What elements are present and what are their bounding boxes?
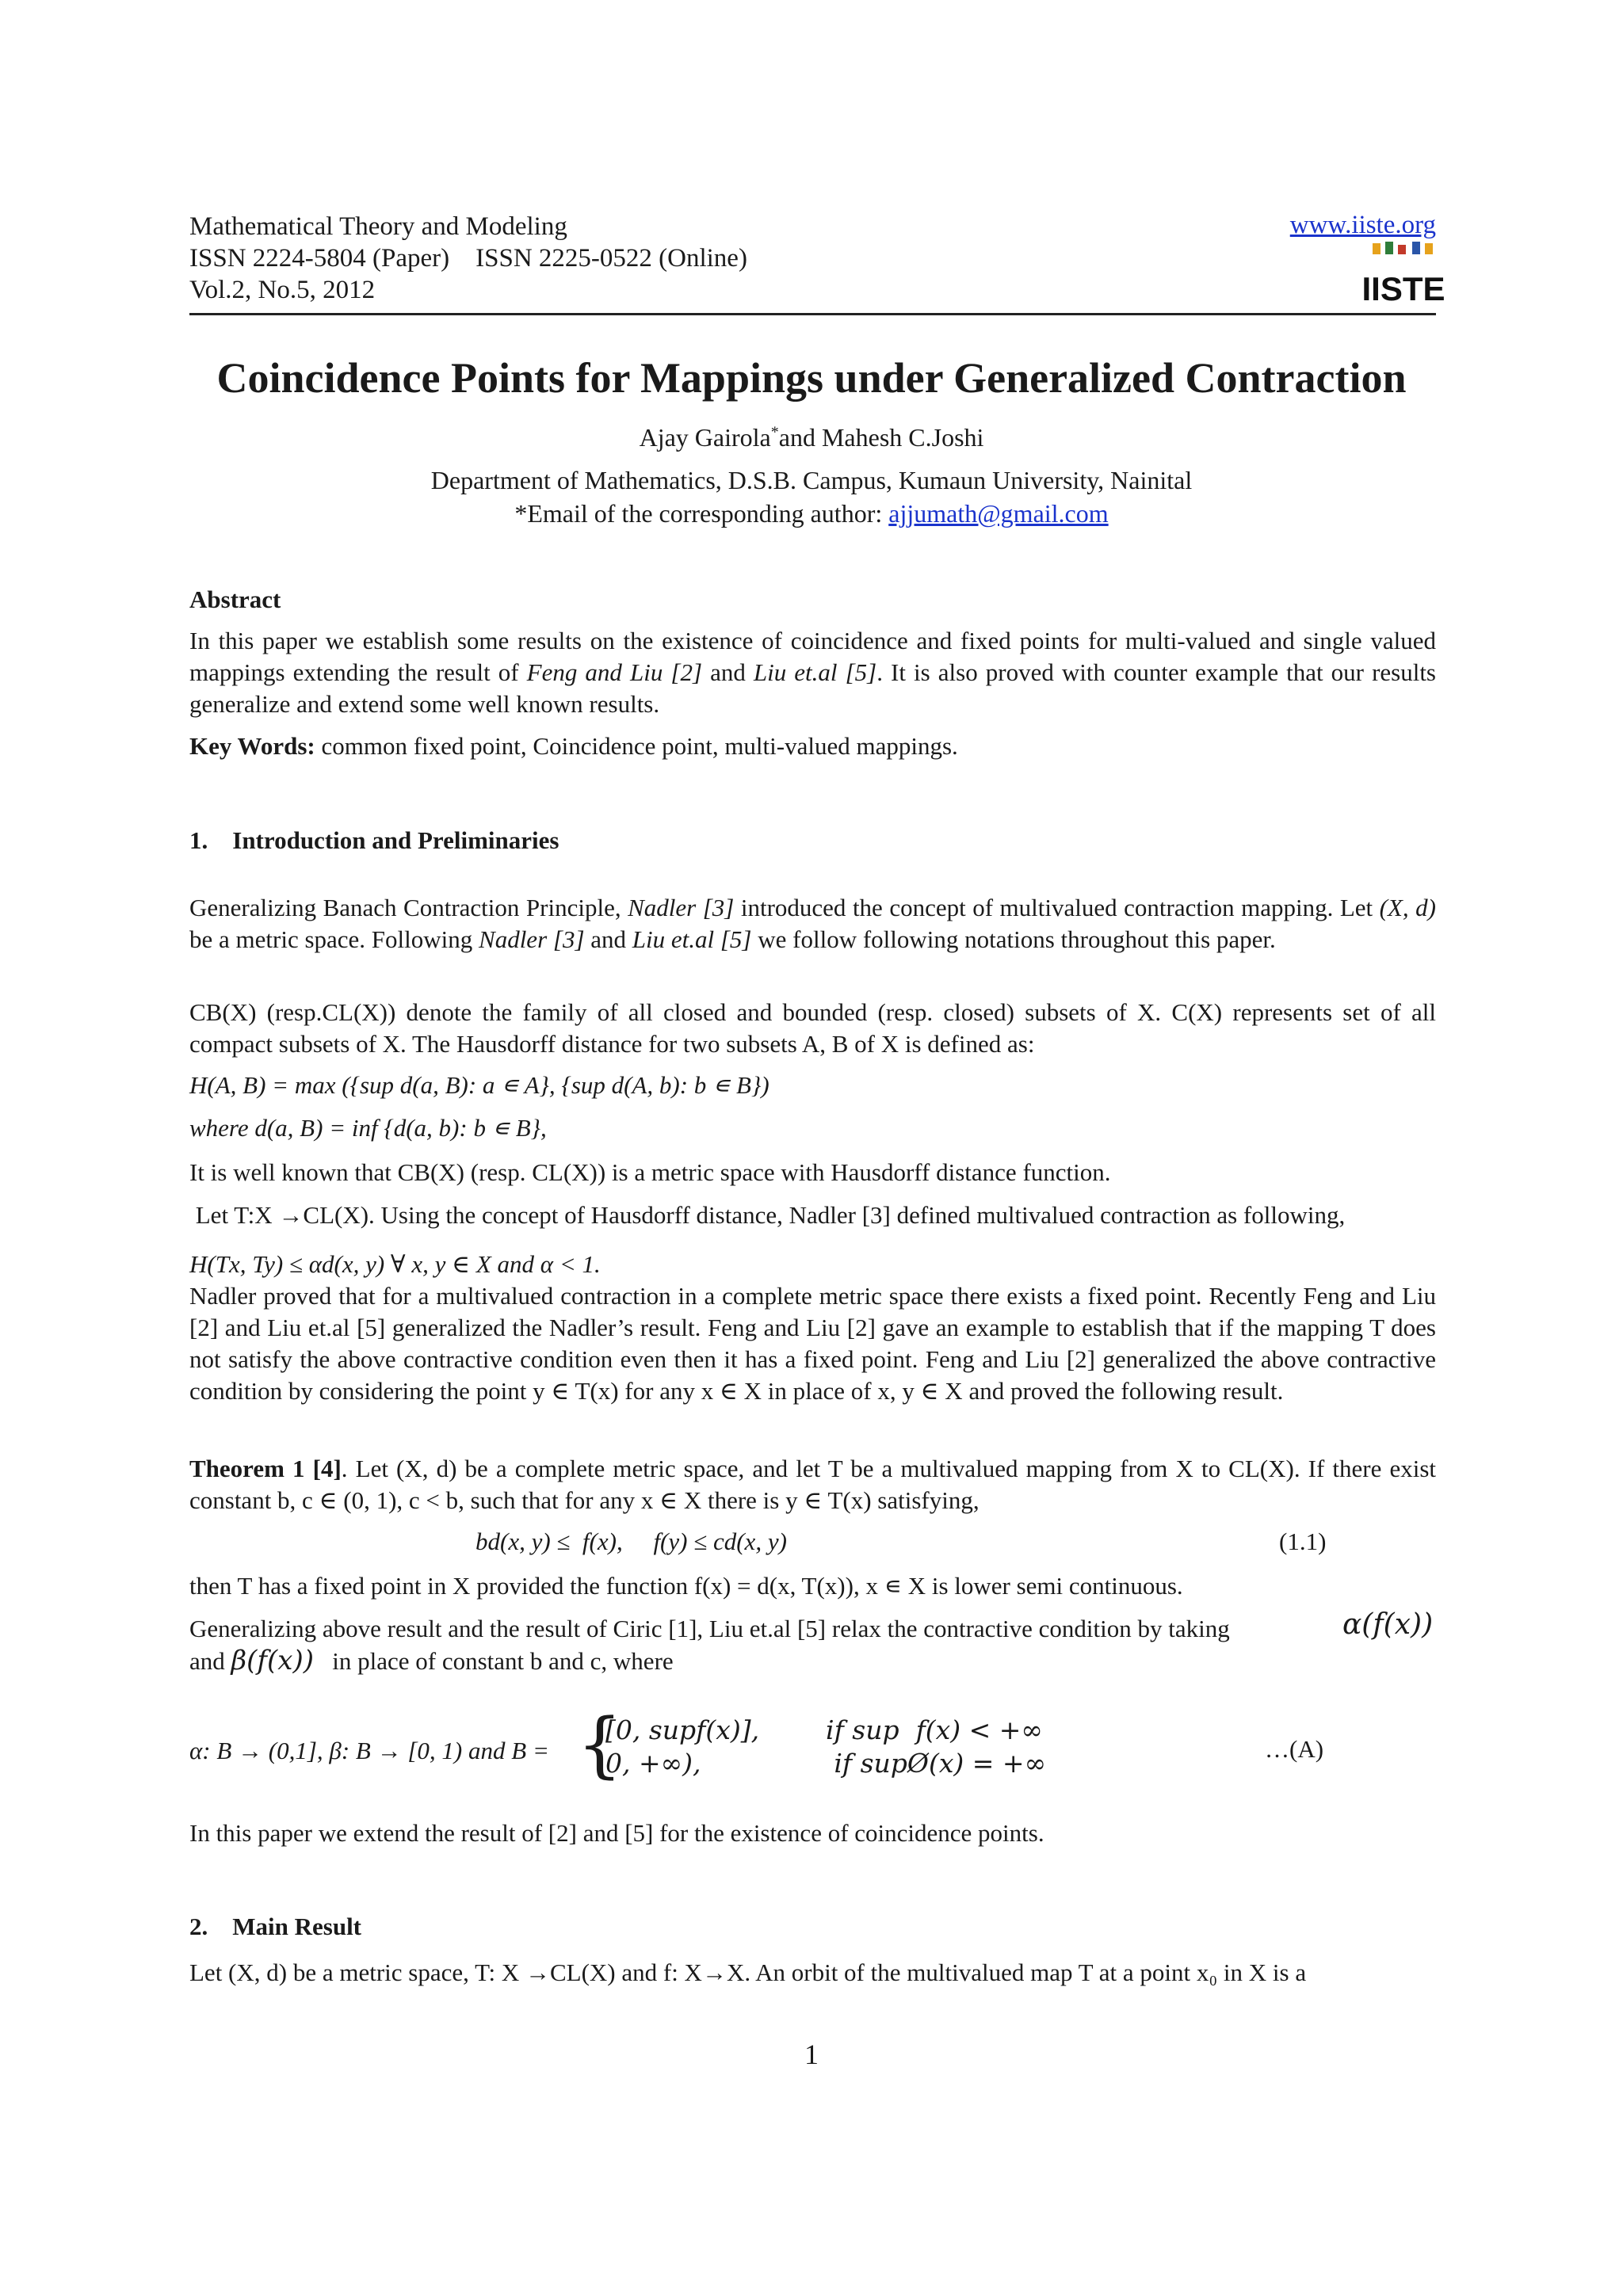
iiste-logo bbox=[1361, 242, 1445, 307]
abstract-heading: Abstract bbox=[189, 585, 281, 613]
author-1: Ajay Gairola bbox=[639, 423, 771, 452]
journal-website-link[interactable]: www.iiste.org bbox=[1289, 211, 1436, 239]
section1-para4: Let T:X →CL(X). Using the concept of Hausdorff distance, Nadler [3] defined multivalued contraction as following, bbox=[189, 1201, 1346, 1229]
authors bbox=[0, 423, 1623, 452]
beta-f-x: β(f(x)) bbox=[231, 1645, 314, 1676]
section1-para2: CB(X) (resp.CL(X)) denote the family of all closed and bounded (resp. closed) subsets of X. C(X) represents set of all compact subsets of X. The Hausdorff distance for two subsets A, B of X is defined as: bbox=[189, 998, 1436, 1058]
equation-1-1: bd(x, y) ≤ f(x), f(y) ≤ cd(x, y) bbox=[475, 1527, 787, 1555]
section1-para7-cont: and β(f(x)) in place of constant b and c, where bbox=[189, 1645, 674, 1676]
keywords bbox=[189, 730, 1436, 762]
equation-1-1-number: (1.1) bbox=[1279, 1527, 1327, 1555]
page-number: 1 bbox=[804, 2039, 819, 2070]
equation-A-case1: [0, supf(x)], if sup f(x) < +∞ bbox=[605, 1714, 1043, 1745]
paper-title: Coincidence Points for Mappings under Generalized Contraction bbox=[216, 354, 1407, 402]
abstract-text: In this paper we establish some results on the existence of coincidence and fixed points for multi-valued and single valued mappings extending the result of Feng and Liu [2] and Liu et.al [5]. It is also proved with counter example that our results generalize and extend some well known results. bbox=[189, 627, 1436, 718]
keywords-label: Key Words: bbox=[189, 732, 315, 760]
theorem-text: . Let (X, d) be a complete metric space, and let T be a multivalued mapping from X to CL(X). If there exist constant b, c ∈ (0, 1), c < b, such that for any x ∈ X there is y ∈ T(x) satisfying, bbox=[189, 1455, 1437, 1514]
theorem-1 bbox=[189, 1453, 1436, 1516]
section1-para3: It is well known that CB(X) (resp. CL(X)) is a metric space with Hausdorff distance function. bbox=[189, 1158, 1111, 1186]
equation-A-left: α: B → (0,1], β: B → [0, 1) and B = bbox=[189, 1737, 549, 1764]
equation-A-case2: 0, +∞), if supØ(x) = +∞ bbox=[605, 1748, 1047, 1779]
author-star: * bbox=[770, 423, 779, 441]
section1-para1: Generalizing Banach Contraction Principle, Nadler [3] introduced the concept of multivalued contraction mapping. Let (X, d) be a metric space. Following Nadler [3] and Liu et.al [5] we follow following notations throughout this paper. bbox=[189, 894, 1436, 953]
author-2: and Mahesh C.Joshi bbox=[778, 423, 984, 452]
distance-equation: where d(a, B) = inf {d(a, b): b ∊ B}, bbox=[189, 1114, 547, 1142]
journal-volume: Vol.2, No.5, 2012 bbox=[189, 276, 376, 304]
email-line bbox=[0, 499, 1623, 528]
section1-para5: Nadler proved that for a multivalued contraction in a complete metric space there exists a fixed point. Recently Feng and Liu [2] and Liu et.al [5] generalized the Nadler’s result. Feng and Liu [2] gave an example to establish that if the mapping T does not satisfy the above contractive condition even then it has a fixed point. Feng and Liu [2] generalized the above contractive condition by considering the point y ∈ T(x) for any x ∈ X in place of x, y ∈ X and proved the following result. bbox=[189, 1282, 1436, 1405]
logo-text: IISTE bbox=[1361, 270, 1445, 307]
alpha-f-x: α(f(x)) bbox=[1342, 1608, 1434, 1641]
keywords-text: common fixed point, Coincidence point, multi-valued mappings. bbox=[315, 732, 958, 760]
section2-heading: 2. Main Result bbox=[189, 1913, 361, 1940]
email-label: *Email of the corresponding author: bbox=[514, 499, 889, 528]
section1-para7: Generalizing above result and the result of Ciric [1], Liu et.al [5] relax the contractive condition by taking bbox=[189, 1615, 1230, 1642]
theorem-label: Theorem 1 [4] bbox=[189, 1455, 342, 1482]
equation-A-brace: { bbox=[577, 1703, 623, 1787]
section1-para6: then T has a fixed point in X provided the function f(x) = d(x, T(x)), x ∊ X is lower semi continuous. bbox=[189, 1572, 1183, 1600]
section1-para8: In this paper we extend the result of [2] and [5] for the existence of coincidence points. bbox=[189, 1819, 1044, 1847]
email-link[interactable]: ajjumath@gmail.com bbox=[888, 499, 1109, 528]
journal-name: Mathematical Theory and Modeling bbox=[189, 212, 567, 241]
section2-para1: Let (X, d) be a metric space, T: X →CL(X) and f: X→X. An orbit of the multivalued map T at a point x₀ in X is a bbox=[189, 1958, 1307, 1986]
equation-A-number: …(A) bbox=[1265, 1735, 1324, 1763]
journal-issn: ISSN 2224-5804 (Paper) ISSN 2225-0522 (Online) bbox=[189, 244, 747, 273]
affiliation: Department of Mathematics, D.S.B. Campus, Kumaun University, Nainital bbox=[430, 466, 1193, 494]
header-rule bbox=[189, 313, 1436, 315]
section1-heading: 1. Introduction and Preliminaries bbox=[189, 826, 559, 854]
hausdorff-equation: H(A, B) = max ({sup d(a, B): a ∊ A}, {sup d(A, b): b ∊ B}) bbox=[189, 1071, 769, 1099]
nadler-contraction-equation: H(Tx, Ty) ≤ αd(x, y) ∀ x, y ∈ X and α < 1. bbox=[189, 1250, 601, 1278]
